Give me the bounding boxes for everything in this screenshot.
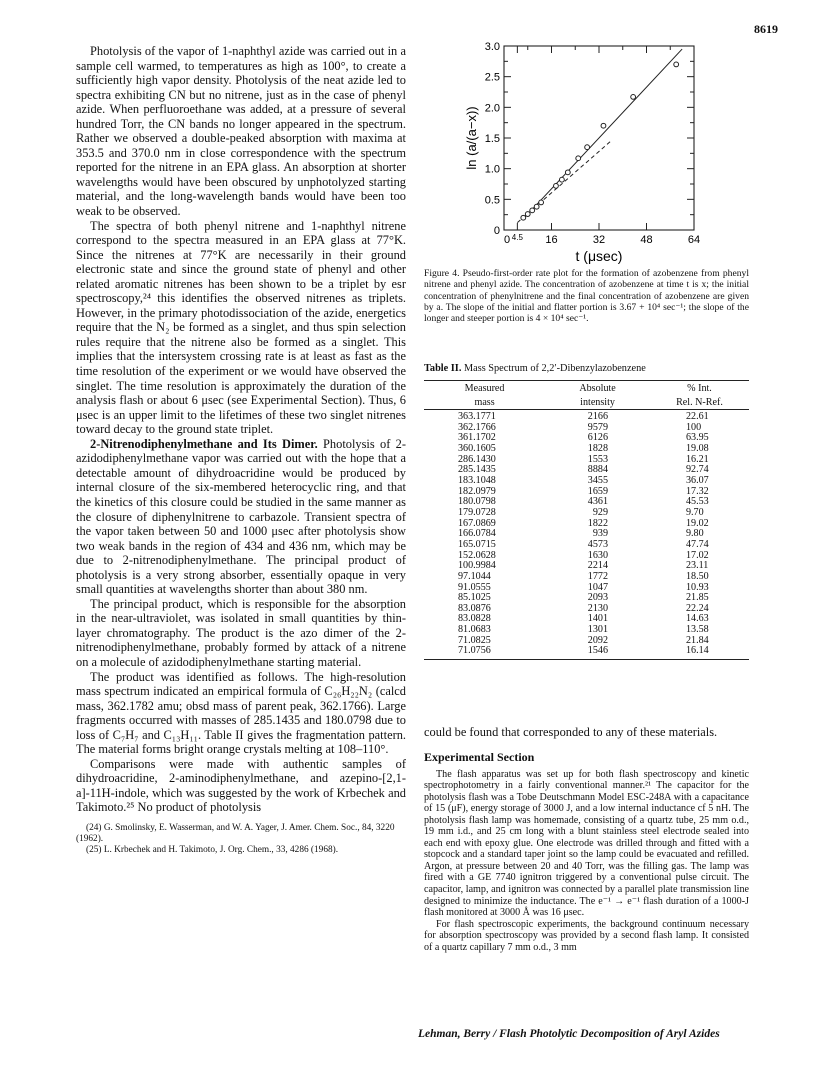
cell-rel-int: 9.80 — [685, 528, 704, 540]
paragraph-naphthyl-azide: Photolysis of the vapor of 1-naphthyl azide was carried out in a sample cell warmed, to temperatures as high as 100°, to create a sufficiently high vapor density. Photolysis of the neat azide led to spectra exhibiting CN but no nitrene, just as in the case of phenyl azide. When perfluoroethane was added, at a pressure of several hundred Torr, the CN bands no longer appeared in the spectrum. Rather we observed a double-peaked absorption with maxima at 353.5 and 370.0 nm in close correspondence with the spectrum reported for the nitrene in an EPA glass. An absorption at shorter wavelengths would have been obscured by unphotolyzed starting material, and the long-wavelength bands would have been too weak to be observed. — [76, 44, 406, 219]
cell-rel-int: 18.50 — [685, 570, 709, 582]
cell-intensity: 4573 — [587, 538, 608, 550]
table-body — [424, 410, 749, 660]
cell-mass: 182.0979 — [458, 485, 496, 497]
cell-intensity: 2130 — [587, 602, 608, 614]
cell-rel-int: 16.21 — [685, 453, 709, 465]
cell-intensity: 1546 — [545, 646, 650, 659]
cell-mass: 83.0828 — [458, 613, 491, 625]
cell-rel-int: 47.74 — [685, 538, 709, 550]
data-point — [554, 183, 559, 188]
table-row — [424, 508, 749, 519]
cell-intensity: 929 — [592, 506, 608, 518]
table-row — [424, 476, 749, 487]
rate-plot-svg — [444, 36, 714, 266]
cell-rel-int: 22.24 — [685, 602, 709, 614]
paragraph-flash-spectroscopy: For flash spectroscopic experiments, the background continuum necessary for absorption spectroscopy was provided by a second flash lamp. It consisted of a quartz capillary 7 mm o.d., 3 mm — [424, 918, 749, 953]
mass-spectrum-table — [424, 380, 749, 660]
cell-mass: 363.1771 — [458, 411, 496, 422]
x-tick-label: 48 — [640, 234, 653, 246]
footnote-24: (24) G. Smolinsky, E. Wasserman, and W. A. Yager, J. Amer. Chem. Soc., 84, 3220 (1962). — [76, 822, 395, 845]
cell-mass: 183.1048 — [458, 474, 496, 486]
cell-mass: 97.1044 — [458, 570, 491, 582]
cell-rel-int: 21.85 — [685, 592, 709, 604]
cell-rel-int: 17.02 — [685, 549, 709, 561]
cell-intensity: 1828 — [587, 442, 608, 454]
cell-intensity: 1047 — [587, 581, 608, 593]
paragraph-principal-product: The principal product, which is responsible for the absorption in the near-ultraviolet, was isolated in small quantities by thin-layer chromatography. The product is the azo dimer of the 2-nitrenodiphenylmethane, probably formed by attack of a nitrene on a molecule of azidodiphenylmethane starting material. — [76, 596, 406, 669]
section-heading-inline: 2-Nitrenodiphenylmethane and Its Dimer. — [90, 436, 318, 451]
cell-mass: 361.1702 — [458, 432, 496, 444]
data-point — [631, 95, 636, 100]
paragraph-apparatus: The flash apparatus was set up for both flash spectroscopy and kinetic spectrophotometry in a fairly conventional manner.²¹ The capacitor for the photolysis flash was a Tobe Deutschmann Model ESC-248A with a capacitance of 15 (μF), energy storage of 3000 J, and a low internal inductance cf 5 nH. The photolysis flash lamp was homemade, consisting of a quartz tube, 25 mm o.d., 19 mm i.d., and 25 cm long with a blunt stainless steel electrode sealed into each end with epoxy glue. One electrode was drilled through and fitted with a stopcock and a standard taper joint so the lamp could be evacuated and refilled. Argon, at pressure between 20 and 40 Torr, was the filling gas. The lamp was fired with a GE 7740 ignitron triggered by a conventional pulse circuit. The capacitor, lamp, and ignitron was connected by a parallel plate transmission line designed to minimize the inductance. The e⁻¹ → e⁻¹ flash duration of a 1000-J flash monitored at 3000 Å was 16 μsec. — [424, 768, 749, 919]
left-column — [76, 44, 406, 857]
cell-intensity: 9579 — [587, 421, 608, 433]
cell-mass: 362.1766 — [458, 421, 496, 433]
paragraph-comparisons: Comparisons were made with authentic samples of dihydroacridine, 2-aminodiphenylmethane, and azepino-[2,1-a]-11H-indole, which was suggested by the work of Krbechek and Takimoto.²⁵ No product of photolysis — [76, 756, 406, 815]
running-footer: Lehman, Berry / Flash Photolytic Decomposition of Aryl Azides — [418, 1028, 720, 1040]
cell-rel-int: 17.32 — [685, 485, 709, 497]
cell-intensity: 939 — [592, 528, 608, 540]
column-header-intensity-2: intensity — [545, 395, 650, 410]
cell-mass: 152.0628 — [458, 549, 496, 561]
cell-mass: 180.0798 — [458, 496, 496, 508]
cell-rel-int: 100 — [685, 421, 702, 433]
column-header-rel-2: Rel. N-Ref. — [650, 395, 749, 410]
cell-mass: 71.0756 — [424, 646, 545, 659]
y-tick-label: 1.5 — [484, 133, 500, 145]
cell-intensity: 2093 — [587, 592, 608, 604]
table-row — [424, 410, 749, 423]
y-tick-label: 1.0 — [484, 163, 500, 176]
data-point — [559, 177, 564, 182]
cell-mass: 285.1435 — [458, 464, 496, 476]
cell-intensity: 2092 — [587, 634, 608, 646]
paragraph-identification: The product was identified as follows. The high-resolution mass spectrum indicated an empirical formula of C₂₆H₂₂N₂ (calcd mass, 362.1782 amu; obsd mass of parent peak, 362.1766). Large fragments occurred with masses of 285.1435 and 180.0798 due to loss of C₇H₇ and C₁₃H₁₁. Table II gives the fragmentation pattern. The material forms bright orange crystals melting at 108–110°. — [76, 669, 406, 757]
cell-intensity: 2166 — [587, 411, 608, 422]
x-tick-label: 32 — [592, 234, 606, 246]
cell-intensity: 1659 — [587, 485, 608, 497]
cell-rel-int: 9.70 — [685, 506, 704, 518]
cell-mass: 81.0683 — [458, 624, 491, 636]
cell-rel-int: 19.02 — [685, 517, 709, 529]
data-point — [534, 204, 539, 209]
paragraph-continuation: could be found that corresponded to any of these materials. — [424, 725, 718, 739]
cell-intensity: 3455 — [587, 474, 608, 486]
column-header-rel: % Int. — [650, 381, 749, 396]
cell-intensity: 8884 — [587, 464, 608, 476]
section-heading: Experimental Section — [424, 749, 535, 764]
cell-mass: 166.0784 — [458, 528, 496, 540]
table-label: Table II. — [424, 363, 462, 374]
paragraph-nitrene-spectra: The spectra of both phenyl nitrene and 1-naphthyl nitrene correspond to the spectra measured in an EPA glass at 77°K. Since the nitrenes at 77°K are necessarily in their ground electronic state and since the ground state of phenyl and other related aromatic nitrenes has been shown to be a triplet by esr spectroscopy,²⁴ this identifies the observed nitrenes as triplets. However, in the primary photodissociation of the azide, energetics require that the N₂ be formed as a singlet, and thus spin selection rules require that the nitrene also be formed as a singlet. This implies that the intersystem crossing rate is at least as fast as the time resolution of the experiment or we would have observed the singlet. The time resolution is approximately the duration of the analysis flash or about 6 μsec (see Experimental Section). Thus, 6 μsec is an upper limit to the lifetimes of these two singlet nitrenes toward decay to the ground state triplet. — [76, 218, 406, 437]
paragraph-text: Photolysis of 2-azidodiphenylmethane vapor was carried out with the hope that a detectable amount of dihydroacridine would be produced by internal closure of the six-membered heterocyclic ring, and that the kinetics of this closure could be studied in the same manner as the closure of diphenylnitrene to carbazole. Transient spectra of the vapor taken between 50 and 1000 μsec after photolysis show two weak bands in the region of 434 and 436 nm, which may be due to 2-nitrenodiphenylmethane. The principal product of photolysis is a very strong absorber, essentially opaque in very small quantities at wavelengths shorter than about 380 nm. — [76, 436, 406, 597]
data-point — [521, 215, 526, 220]
cell-rel-int: 10.93 — [685, 581, 709, 593]
y-tick-label: 3.0 — [484, 41, 500, 53]
cell-rel-int: 19.08 — [685, 442, 709, 454]
fit-line-steep — [523, 49, 682, 219]
footnotes — [76, 823, 406, 857]
cell-rel-int: 14.63 — [685, 613, 709, 625]
cell-intensity: 4361 — [587, 496, 608, 508]
y-tick-label: 0 — [493, 225, 500, 237]
figure-4-chart — [444, 36, 714, 266]
table-row — [424, 540, 749, 551]
cell-mass: 286.1430 — [458, 453, 496, 465]
y-tick-label: 2.5 — [484, 71, 500, 84]
data-point — [530, 208, 535, 213]
cell-rel-int: 23.11 — [685, 560, 709, 572]
cell-mass: 179.0728 — [458, 506, 496, 518]
cell-mass: 71.0825 — [458, 634, 491, 646]
data-point — [525, 212, 530, 217]
page-number: 8619 — [754, 22, 778, 36]
figure-caption: Figure 4. Pseudo-first-order rate plot for the formation of azobenzene from phenyl nitrene and phenyl azide. The concentration of azobenzene at time t is x; the initial concentration of phenylnitrene and the final concentration of azobenzene are given by a. The slope of the initial and flatter portion is 3.67 + 10⁴ sec⁻¹; the slope of the longer and steeper portion is 4 × 10⁴ sec⁻¹. — [424, 268, 749, 325]
table-title — [424, 363, 646, 374]
cell-intensity: 1772 — [587, 570, 608, 582]
cell-intensity: 1630 — [587, 549, 608, 561]
cell-rel-int: 45.53 — [685, 496, 709, 508]
table-title-text: Mass Spectrum of 2,2′-Dibenzylazobenzene — [463, 363, 646, 374]
cell-mass: 100.9984 — [458, 560, 496, 572]
cell-mass: 83.0876 — [458, 602, 491, 614]
column-header-mass: Measured — [424, 381, 545, 396]
data-point — [674, 62, 679, 67]
cell-intensity: 1553 — [587, 453, 608, 465]
cell-intensity: 2214 — [587, 560, 608, 572]
x-axis-label: t (μsec) — [575, 248, 623, 264]
data-point — [601, 123, 606, 128]
x-tick-label: 16 — [545, 234, 558, 246]
cell-rel-int: 13.58 — [685, 624, 709, 636]
column-header-mass-2: mass — [424, 395, 545, 410]
cell-rel-int: 63.95 — [685, 432, 709, 444]
x-tick-label: 64 — [687, 234, 701, 246]
cell-rel-int: 16.14 — [650, 646, 749, 659]
y-tick-label: 0.5 — [484, 194, 500, 207]
table-row — [424, 646, 749, 659]
cell-rel-int: 36.07 — [685, 474, 709, 486]
cell-intensity: 1301 — [587, 624, 608, 636]
cell-mass: 167.0869 — [458, 517, 496, 529]
y-axis-label: ln (a/(a−x)) — [464, 106, 479, 170]
footnote-25: (25) L. Krbechek and H. Takimoto, J. Org. Chem., 33, 4286 (1968). — [86, 845, 339, 856]
data-point — [576, 156, 581, 161]
column-header-intensity: Absolute — [545, 381, 650, 396]
table-row — [424, 572, 749, 583]
data-point — [585, 145, 590, 150]
cell-intensity: 1401 — [587, 613, 608, 625]
right-column-text — [424, 725, 749, 953]
data-point — [539, 200, 544, 205]
y-tick-label: 2.0 — [484, 102, 500, 115]
x-tick-label: 0 — [503, 234, 511, 246]
cell-mass: 165.0715 — [458, 538, 496, 550]
cell-rel-int: 21.84 — [685, 634, 709, 646]
cell-rel-int: 22.61 — [685, 411, 709, 422]
cell-mass: 360.1605 — [458, 442, 496, 454]
data-point — [565, 170, 570, 175]
cell-mass: 85.1025 — [458, 592, 491, 604]
cell-mass: 91.0555 — [458, 581, 491, 593]
cell-intensity: 1822 — [587, 517, 608, 529]
cell-rel-int: 92.74 — [685, 464, 709, 476]
paragraph-nitrenodiphenylmethane — [76, 437, 406, 597]
cell-intensity: 6126 — [587, 432, 608, 444]
x-tick-label: 4.5 — [511, 233, 523, 242]
